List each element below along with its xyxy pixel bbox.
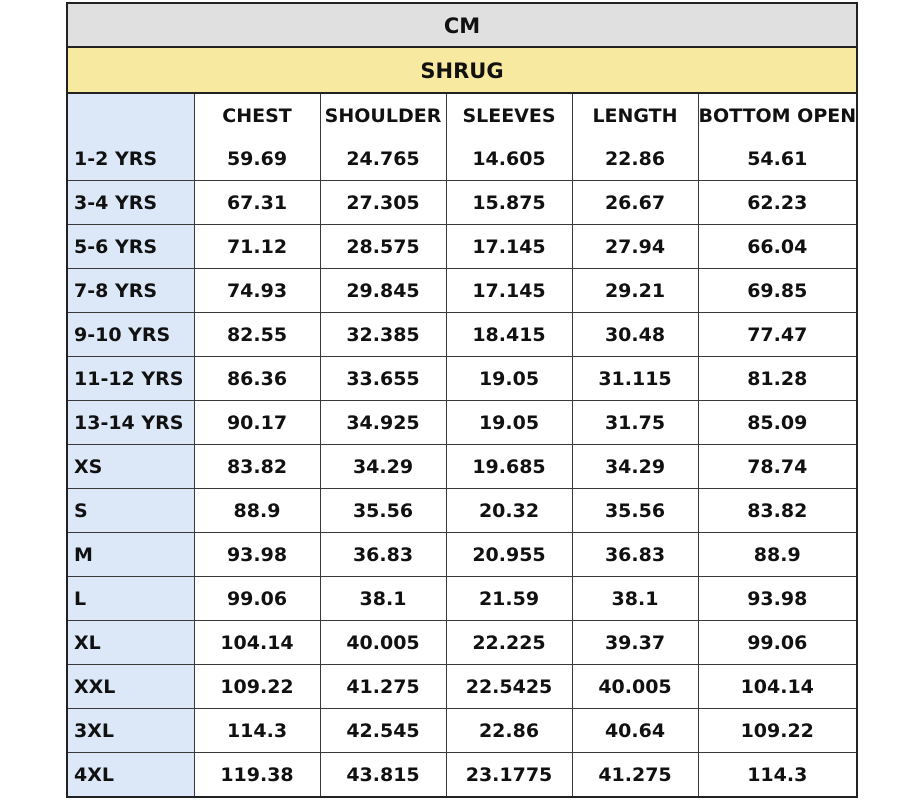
cell-chest: 86.36 bbox=[194, 357, 320, 401]
product-title: SHRUG bbox=[68, 48, 856, 94]
cell-shoulder: 42.545 bbox=[320, 709, 446, 753]
table-row bbox=[68, 269, 856, 313]
table-row bbox=[68, 137, 856, 181]
corner-cell bbox=[68, 94, 194, 137]
cell-length: 34.29 bbox=[572, 445, 698, 489]
cell-bottom-open: 104.14 bbox=[698, 665, 856, 709]
cell-sleeves: 19.05 bbox=[446, 357, 572, 401]
cell-bottom-open: 78.74 bbox=[698, 445, 856, 489]
cell-length: 35.56 bbox=[572, 489, 698, 533]
cell-shoulder: 33.655 bbox=[320, 357, 446, 401]
size-label: 13-14 YRS bbox=[68, 401, 194, 445]
table-row bbox=[68, 577, 856, 621]
cell-shoulder: 24.765 bbox=[320, 137, 446, 181]
table-row bbox=[68, 753, 856, 797]
cell-chest: 74.93 bbox=[194, 269, 320, 313]
cell-length: 30.48 bbox=[572, 313, 698, 357]
cell-chest: 88.9 bbox=[194, 489, 320, 533]
cell-shoulder: 29.845 bbox=[320, 269, 446, 313]
cell-shoulder: 28.575 bbox=[320, 225, 446, 269]
cell-sleeves: 22.225 bbox=[446, 621, 572, 665]
size-label: S bbox=[68, 489, 194, 533]
size-label: 5-6 YRS bbox=[68, 225, 194, 269]
cell-chest: 104.14 bbox=[194, 621, 320, 665]
cell-sleeves: 20.955 bbox=[446, 533, 572, 577]
column-header-bottom-open: BOTTOM OPEN bbox=[698, 94, 856, 137]
cell-chest: 93.98 bbox=[194, 533, 320, 577]
size-label: 7-8 YRS bbox=[68, 269, 194, 313]
cell-sleeves: 23.1775 bbox=[446, 753, 572, 797]
table-row bbox=[68, 181, 856, 225]
cell-sleeves: 22.86 bbox=[446, 709, 572, 753]
size-table bbox=[68, 94, 856, 796]
cell-length: 40.64 bbox=[572, 709, 698, 753]
table-row bbox=[68, 665, 856, 709]
cell-bottom-open: 93.98 bbox=[698, 577, 856, 621]
cell-bottom-open: 85.09 bbox=[698, 401, 856, 445]
cell-length: 40.005 bbox=[572, 665, 698, 709]
cell-bottom-open: 81.28 bbox=[698, 357, 856, 401]
cell-sleeves: 19.05 bbox=[446, 401, 572, 445]
size-label: XXL bbox=[68, 665, 194, 709]
size-label: 3-4 YRS bbox=[68, 181, 194, 225]
cell-length: 36.83 bbox=[572, 533, 698, 577]
size-label: 3XL bbox=[68, 709, 194, 753]
cell-sleeves: 22.5425 bbox=[446, 665, 572, 709]
size-label: XS bbox=[68, 445, 194, 489]
cell-shoulder: 34.29 bbox=[320, 445, 446, 489]
column-header-length: LENGTH bbox=[572, 94, 698, 137]
size-label: 9-10 YRS bbox=[68, 313, 194, 357]
cell-chest: 114.3 bbox=[194, 709, 320, 753]
cell-length: 31.75 bbox=[572, 401, 698, 445]
cell-chest: 71.12 bbox=[194, 225, 320, 269]
column-header-shoulder: SHOULDER bbox=[320, 94, 446, 137]
cell-chest: 59.69 bbox=[194, 137, 320, 181]
cell-sleeves: 21.59 bbox=[446, 577, 572, 621]
cell-chest: 119.38 bbox=[194, 753, 320, 797]
table-row bbox=[68, 445, 856, 489]
cell-length: 39.37 bbox=[572, 621, 698, 665]
cell-sleeves: 19.685 bbox=[446, 445, 572, 489]
cell-length: 41.275 bbox=[572, 753, 698, 797]
cell-length: 29.21 bbox=[572, 269, 698, 313]
cell-shoulder: 41.275 bbox=[320, 665, 446, 709]
cell-sleeves: 14.605 bbox=[446, 137, 572, 181]
cell-chest: 109.22 bbox=[194, 665, 320, 709]
header-row bbox=[68, 94, 856, 137]
cell-shoulder: 35.56 bbox=[320, 489, 446, 533]
cell-bottom-open: 69.85 bbox=[698, 269, 856, 313]
table-row bbox=[68, 357, 856, 401]
cell-bottom-open: 109.22 bbox=[698, 709, 856, 753]
cell-chest: 99.06 bbox=[194, 577, 320, 621]
size-label: L bbox=[68, 577, 194, 621]
cell-shoulder: 32.385 bbox=[320, 313, 446, 357]
cell-sleeves: 17.145 bbox=[446, 269, 572, 313]
cell-chest: 82.55 bbox=[194, 313, 320, 357]
column-header-sleeves: SLEEVES bbox=[446, 94, 572, 137]
cell-shoulder: 43.815 bbox=[320, 753, 446, 797]
cell-shoulder: 40.005 bbox=[320, 621, 446, 665]
cell-shoulder: 27.305 bbox=[320, 181, 446, 225]
cell-sleeves: 18.415 bbox=[446, 313, 572, 357]
cell-chest: 67.31 bbox=[194, 181, 320, 225]
size-label: 11-12 YRS bbox=[68, 357, 194, 401]
cell-bottom-open: 62.23 bbox=[698, 181, 856, 225]
cell-bottom-open: 88.9 bbox=[698, 533, 856, 577]
table-row bbox=[68, 621, 856, 665]
size-label: 4XL bbox=[68, 753, 194, 797]
cell-bottom-open: 83.82 bbox=[698, 489, 856, 533]
size-label: 1-2 YRS bbox=[68, 137, 194, 181]
cell-sleeves: 15.875 bbox=[446, 181, 572, 225]
cell-length: 27.94 bbox=[572, 225, 698, 269]
cell-bottom-open: 77.47 bbox=[698, 313, 856, 357]
unit-title: CM bbox=[68, 4, 856, 48]
column-header-chest: CHEST bbox=[194, 94, 320, 137]
cell-length: 22.86 bbox=[572, 137, 698, 181]
cell-length: 31.115 bbox=[572, 357, 698, 401]
cell-bottom-open: 114.3 bbox=[698, 753, 856, 797]
cell-length: 26.67 bbox=[572, 181, 698, 225]
cell-shoulder: 36.83 bbox=[320, 533, 446, 577]
table-row bbox=[68, 313, 856, 357]
table-row bbox=[68, 533, 856, 577]
cell-chest: 90.17 bbox=[194, 401, 320, 445]
size-label: M bbox=[68, 533, 194, 577]
cell-sleeves: 17.145 bbox=[446, 225, 572, 269]
table-body bbox=[68, 137, 856, 796]
cell-bottom-open: 99.06 bbox=[698, 621, 856, 665]
cell-sleeves: 20.32 bbox=[446, 489, 572, 533]
cell-bottom-open: 66.04 bbox=[698, 225, 856, 269]
size-label: XL bbox=[68, 621, 194, 665]
cell-shoulder: 34.925 bbox=[320, 401, 446, 445]
cell-length: 38.1 bbox=[572, 577, 698, 621]
cell-chest: 83.82 bbox=[194, 445, 320, 489]
table-row bbox=[68, 709, 856, 753]
table-row bbox=[68, 225, 856, 269]
size-chart bbox=[66, 2, 858, 798]
table-row bbox=[68, 401, 856, 445]
table-row bbox=[68, 489, 856, 533]
cell-bottom-open: 54.61 bbox=[698, 137, 856, 181]
cell-shoulder: 38.1 bbox=[320, 577, 446, 621]
